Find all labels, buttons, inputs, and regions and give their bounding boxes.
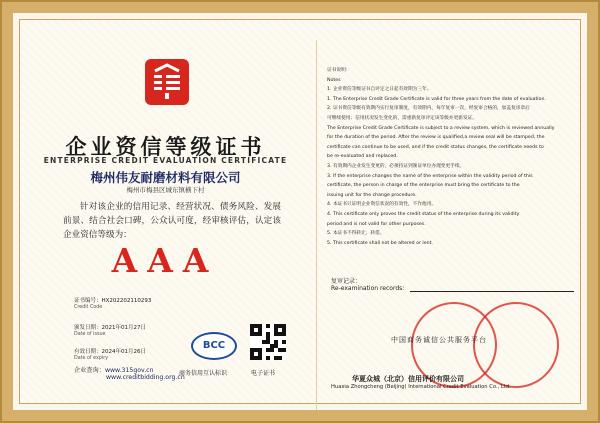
field-label: 证书编号：: [74, 298, 102, 304]
notes-section: [327, 66, 579, 248]
field-label: 有效日期：: [74, 349, 102, 355]
notes-heading-en: Notes: [327, 77, 341, 83]
issuer-name-cn: 中国商务诚信公共服务平台: [391, 336, 487, 344]
note-line: be re-evaluated and replaced.: [327, 154, 398, 160]
page-divider: [316, 40, 317, 410]
note-line: 1. 企业资信等级证书自评定之日起有效期为三年。: [327, 87, 432, 93]
reexam-section: [331, 276, 574, 292]
company-address: 梅州市梅县区城东镇横下村: [126, 186, 205, 194]
issuer-company-cn: 华夏众城（北京）信用评价有限公司: [352, 375, 464, 383]
note-line: 5. This certificate shall not be altered or lent.: [327, 240, 433, 246]
field-value: 2021年01月27日: [101, 325, 147, 331]
note-line: 5. 本证书不得转让，转借。: [327, 231, 385, 237]
issuer-company-en: Huaxia Zhongcheng (Beijing) International Credit Evaluation Co., Ltd.: [331, 384, 511, 390]
note-line: 4. This certificate only proves the credit status of the enterprise during its validity: [327, 211, 520, 217]
field-label-en: Date of expiry: [74, 356, 109, 361]
certificate-subtitle: ENTERPRISE CREDIT EVALUATION CERTIFICATE: [43, 156, 288, 165]
note-line: certificate, the person in charge of the enterprise must bring the certificate to the: [327, 183, 520, 189]
website-link[interactable]: www.creditbidding.org.cn: [106, 374, 185, 381]
field-label: 颁发日期：: [74, 325, 102, 331]
note-line: issuing unit for the change procedure.: [327, 192, 417, 198]
note-line: 2. 证书资信等级有效期内实行复审制度，有效期内，每年复审一次，经复审合格的，加盖复审章后: [327, 106, 530, 112]
qr-code-icon: [250, 324, 286, 360]
credit-grade: AAA: [111, 241, 219, 280]
note-line: The Enterprise Credit Grade Certificate is subject to a review system, which is reviewed annually: [327, 125, 555, 131]
logo-icon: [145, 59, 189, 105]
field-value: HX202202110293: [101, 298, 152, 304]
note-line: for the duration of the period. After the review is qualified,a review seal will be stamped, the: [327, 135, 545, 141]
reexam-label-en: Re-examination records:: [331, 285, 405, 292]
reexam-label: 复审记录：: [331, 278, 362, 285]
website-label: 企业查询：: [74, 367, 105, 374]
reexam-line: [410, 291, 574, 292]
certificate-title: 企业资信等级证书: [65, 134, 266, 159]
qr-label: 电子证书: [251, 370, 276, 377]
note-line: 3. 有效期内企业发生变更的，必须持证到颁证单位办理变更手续。: [327, 163, 465, 169]
website-link[interactable]: www.315gov.cn: [104, 367, 154, 374]
company-name: 梅州伟友耐磨材料有限公司: [90, 170, 241, 185]
website-info: [74, 365, 185, 381]
bcc-label: 商务信用互认标识: [179, 370, 228, 377]
field-label-en: Credit Code: [74, 305, 103, 310]
note-line: 3. If the enterprise changes the name of the enterprise within the validity period of this: [327, 173, 533, 179]
seal-stamp-icon: [473, 302, 559, 388]
bcc-logo-icon: BCC: [191, 332, 237, 360]
note-line: 可继续使用；信用状况发生变化的，需重新复审评定该等级并更新发证。: [327, 115, 478, 121]
note-line: certificate can continue to be used, and if the credit status changes, the certificate needs to: [327, 144, 544, 150]
note-line: 1. The Enterprise Credit Grade Certificate is valid for three years from the date of evaluation.: [327, 96, 546, 102]
certificate-body: 针对该企业的信用记录、经营状况、债务风险、发展前景、结合社会口碑，公众认可度，经审核评估，认定该企业资信等级为：: [63, 202, 281, 240]
field-credit-code: [74, 296, 151, 310]
field-value: 2024年01月26日: [101, 349, 147, 355]
field-expiry-date: [74, 347, 146, 361]
field-label-en: Date of issue: [74, 332, 106, 337]
note-line: period and is not valid for other purposes.: [327, 221, 426, 227]
notes-heading: 证书说明：: [327, 68, 351, 73]
note-line: 4. 本证书只证明企业资信状况的有效性，不作他用。: [327, 202, 437, 208]
field-issue-date: [74, 323, 146, 337]
